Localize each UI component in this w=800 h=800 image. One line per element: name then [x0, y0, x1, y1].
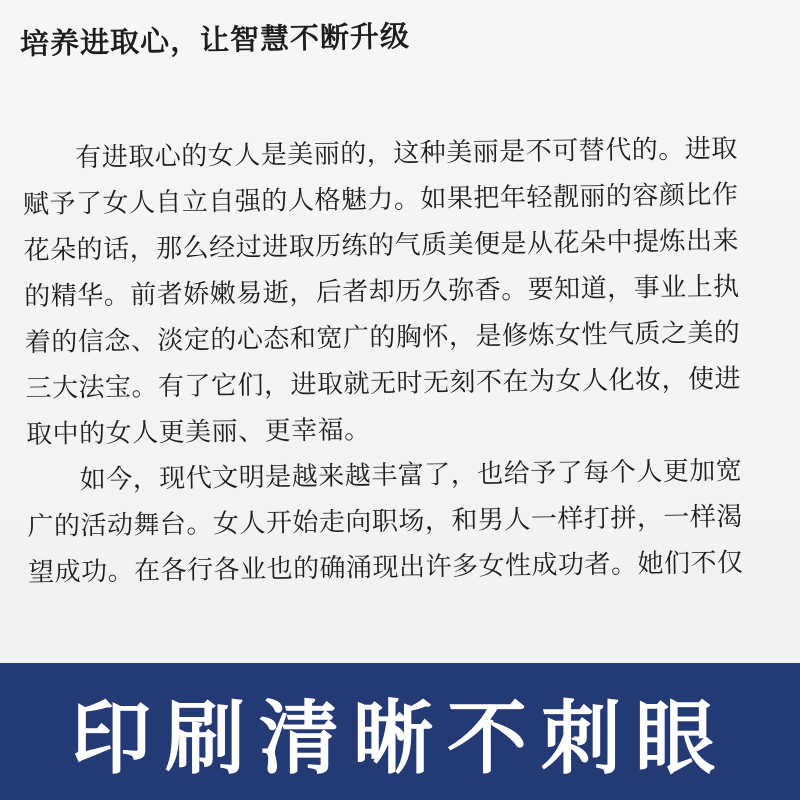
text-line: 花朵的话，那么经过进取历练的气质美便是从花朵中提炼出来: [23, 226, 740, 266]
body-text: [22, 126, 758, 596]
text-line: 三大法宝。有了它们，进取就无时无刻不在为女人化妆，使进: [25, 363, 742, 404]
text-line: 取中的女人更美丽、更幸福。: [25, 415, 371, 450]
text-line: 望成功。在各行各业也的确涌现出许多女性成功者。她们不仅: [27, 547, 744, 588]
text-line: 广的活动舞台。女人开始走向职场，和男人一样打拼，一样渴: [27, 501, 744, 542]
promo-banner: [0, 663, 800, 800]
text-line: 如今，现代文明是越来越丰富了，也给予了每个人更加宽: [26, 455, 743, 496]
text-line: 赋予了女人自立自强的人格魅力。如果把年轻靓丽的容颜比作: [22, 180, 739, 220]
text-line: 的精华。前者娇嫩易逝，后者却历久弥香。要知道，事业上执: [24, 271, 740, 312]
banner-caption: 印刷清晰不刺眼: [71, 692, 729, 785]
section-heading: 培养进取心，让智慧不断升级: [19, 18, 411, 61]
text-line: 着的信念、淡定的心态和宽广的胸怀，是修炼女性气质之美的: [24, 317, 741, 358]
text-line: 有进取心的女人是美丽的，这种美丽是不可替代的。进取: [22, 134, 738, 174]
